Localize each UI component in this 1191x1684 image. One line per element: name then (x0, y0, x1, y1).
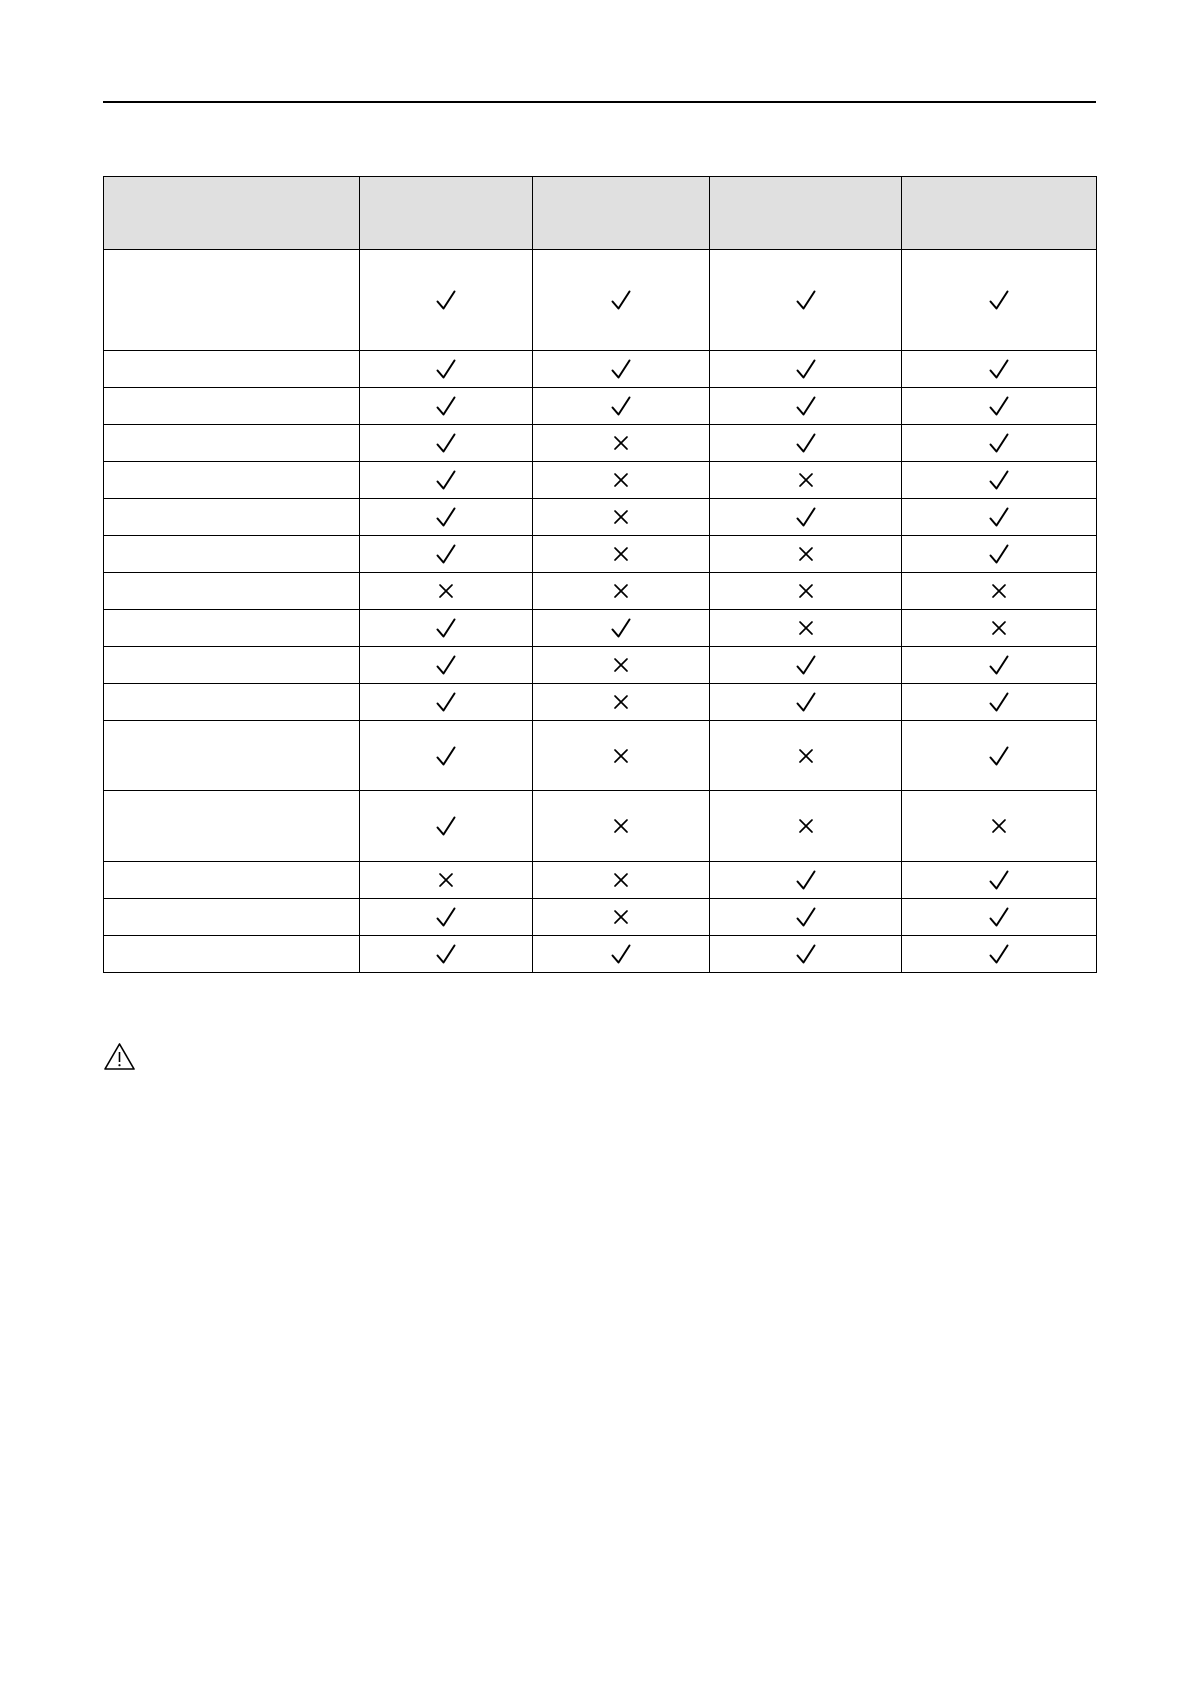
cross-icon (987, 814, 1011, 838)
check-icon (434, 814, 458, 838)
check-icon (987, 905, 1011, 929)
check-icon (794, 868, 818, 892)
support-cell (710, 936, 902, 973)
check-icon (434, 394, 458, 418)
check-icon (609, 357, 633, 381)
check-icon (794, 690, 818, 714)
support-cell (710, 536, 902, 573)
row-label (104, 462, 360, 499)
support-cell (360, 684, 533, 721)
cross-icon (609, 814, 633, 838)
header-cell-col-4 (902, 177, 1097, 250)
header-cell-col-2 (533, 177, 710, 250)
support-cell (533, 610, 710, 647)
table-row (104, 388, 1097, 425)
row-label (104, 573, 360, 610)
row-label (104, 862, 360, 899)
check-icon (987, 653, 1011, 677)
support-cell (533, 721, 710, 791)
support-cell (533, 250, 710, 351)
table-row (104, 862, 1097, 899)
support-cell (710, 610, 902, 647)
support-cell (360, 610, 533, 647)
cross-icon (609, 744, 633, 768)
support-cell (360, 499, 533, 536)
cross-icon (609, 542, 633, 566)
support-cell (360, 536, 533, 573)
cross-icon (434, 579, 458, 603)
table-row (104, 499, 1097, 536)
check-icon (794, 394, 818, 418)
check-icon (987, 505, 1011, 529)
support-cell (710, 425, 902, 462)
table-row (104, 721, 1097, 791)
check-icon (794, 288, 818, 312)
support-cell (902, 388, 1097, 425)
cross-icon (609, 579, 633, 603)
check-icon (609, 616, 633, 640)
table-body (104, 250, 1097, 973)
support-cell (902, 573, 1097, 610)
table-row (104, 899, 1097, 936)
check-icon (794, 431, 818, 455)
cross-icon (434, 868, 458, 892)
support-cell (710, 721, 902, 791)
check-icon (434, 690, 458, 714)
support-cell (360, 936, 533, 973)
support-cell (533, 899, 710, 936)
support-cell (360, 250, 533, 351)
header-rule (103, 101, 1096, 103)
cross-icon (794, 542, 818, 566)
support-cell (360, 899, 533, 936)
check-icon (434, 616, 458, 640)
row-label (104, 610, 360, 647)
support-cell (533, 647, 710, 684)
warning-triangle-icon (103, 1042, 136, 1071)
check-icon (794, 653, 818, 677)
support-cell (710, 573, 902, 610)
support-cell (902, 425, 1097, 462)
support-cell (710, 351, 902, 388)
row-label (104, 425, 360, 462)
table-row (104, 536, 1097, 573)
support-cell (902, 610, 1097, 647)
check-icon (987, 942, 1011, 966)
support-cell (533, 862, 710, 899)
support-cell (533, 684, 710, 721)
check-icon (609, 288, 633, 312)
check-icon (794, 505, 818, 529)
row-label (104, 721, 360, 791)
support-cell (360, 791, 533, 862)
support-cell (360, 721, 533, 791)
table-header-row (104, 177, 1097, 250)
check-icon (609, 942, 633, 966)
cross-icon (794, 468, 818, 492)
row-label (104, 499, 360, 536)
row-label (104, 791, 360, 862)
row-label (104, 647, 360, 684)
support-cell (902, 647, 1097, 684)
check-icon (987, 868, 1011, 892)
table-row (104, 791, 1097, 862)
support-cell (902, 899, 1097, 936)
support-cell (533, 351, 710, 388)
row-label (104, 936, 360, 973)
support-cell (710, 862, 902, 899)
support-cell (533, 388, 710, 425)
cross-icon (987, 616, 1011, 640)
check-icon (434, 468, 458, 492)
support-cell (902, 936, 1097, 973)
header-cell-col-1 (360, 177, 533, 250)
support-cell (360, 425, 533, 462)
support-cell (902, 462, 1097, 499)
support-cell (710, 462, 902, 499)
row-label (104, 684, 360, 721)
support-cell (902, 684, 1097, 721)
support-cell (533, 462, 710, 499)
table-row (104, 573, 1097, 610)
table-row (104, 610, 1097, 647)
table-row (104, 250, 1097, 351)
table-row (104, 425, 1097, 462)
table-row (104, 647, 1097, 684)
support-cell (360, 862, 533, 899)
check-icon (609, 394, 633, 418)
support-cell (710, 499, 902, 536)
check-icon (987, 542, 1011, 566)
row-label (104, 899, 360, 936)
check-icon (434, 288, 458, 312)
check-icon (987, 744, 1011, 768)
header-cell-feature (104, 177, 360, 250)
support-cell (710, 791, 902, 862)
cross-icon (794, 616, 818, 640)
check-icon (987, 357, 1011, 381)
check-icon (434, 357, 458, 381)
support-cell (902, 250, 1097, 351)
check-icon (794, 905, 818, 929)
support-cell (360, 462, 533, 499)
support-cell (360, 573, 533, 610)
support-cell (533, 499, 710, 536)
check-icon (794, 357, 818, 381)
check-icon (434, 542, 458, 566)
cross-icon (794, 744, 818, 768)
support-cell (533, 536, 710, 573)
support-cell (902, 351, 1097, 388)
check-icon (434, 653, 458, 677)
support-cell (710, 684, 902, 721)
support-cell (533, 573, 710, 610)
support-cell (902, 499, 1097, 536)
cross-icon (794, 814, 818, 838)
check-icon (987, 690, 1011, 714)
support-cell (360, 647, 533, 684)
support-cell (902, 791, 1097, 862)
support-cell (902, 721, 1097, 791)
row-label (104, 388, 360, 425)
check-icon (434, 942, 458, 966)
cross-icon (609, 505, 633, 529)
support-cell (710, 899, 902, 936)
check-icon (434, 905, 458, 929)
check-icon (987, 468, 1011, 492)
table-row (104, 462, 1097, 499)
cross-icon (609, 690, 633, 714)
cross-icon (609, 905, 633, 929)
support-cell (533, 936, 710, 973)
support-cell (710, 647, 902, 684)
table-row (104, 351, 1097, 388)
cross-icon (609, 468, 633, 492)
support-cell (533, 425, 710, 462)
check-icon (434, 431, 458, 455)
feature-compatibility-table (103, 176, 1097, 973)
check-icon (987, 394, 1011, 418)
support-cell (710, 388, 902, 425)
table-row (104, 684, 1097, 721)
cross-icon (609, 868, 633, 892)
support-cell (902, 862, 1097, 899)
cross-icon (794, 579, 818, 603)
check-icon (434, 505, 458, 529)
header-cell-col-3 (710, 177, 902, 250)
support-cell (710, 250, 902, 351)
cross-icon (987, 579, 1011, 603)
support-cell (533, 791, 710, 862)
row-label (104, 250, 360, 351)
cross-icon (609, 653, 633, 677)
row-label (104, 536, 360, 573)
cross-icon (609, 431, 633, 455)
check-icon (987, 431, 1011, 455)
row-label (104, 351, 360, 388)
check-icon (434, 744, 458, 768)
support-cell (360, 351, 533, 388)
support-cell (902, 536, 1097, 573)
check-icon (794, 942, 818, 966)
support-cell (360, 388, 533, 425)
table-row (104, 936, 1097, 973)
check-icon (987, 288, 1011, 312)
